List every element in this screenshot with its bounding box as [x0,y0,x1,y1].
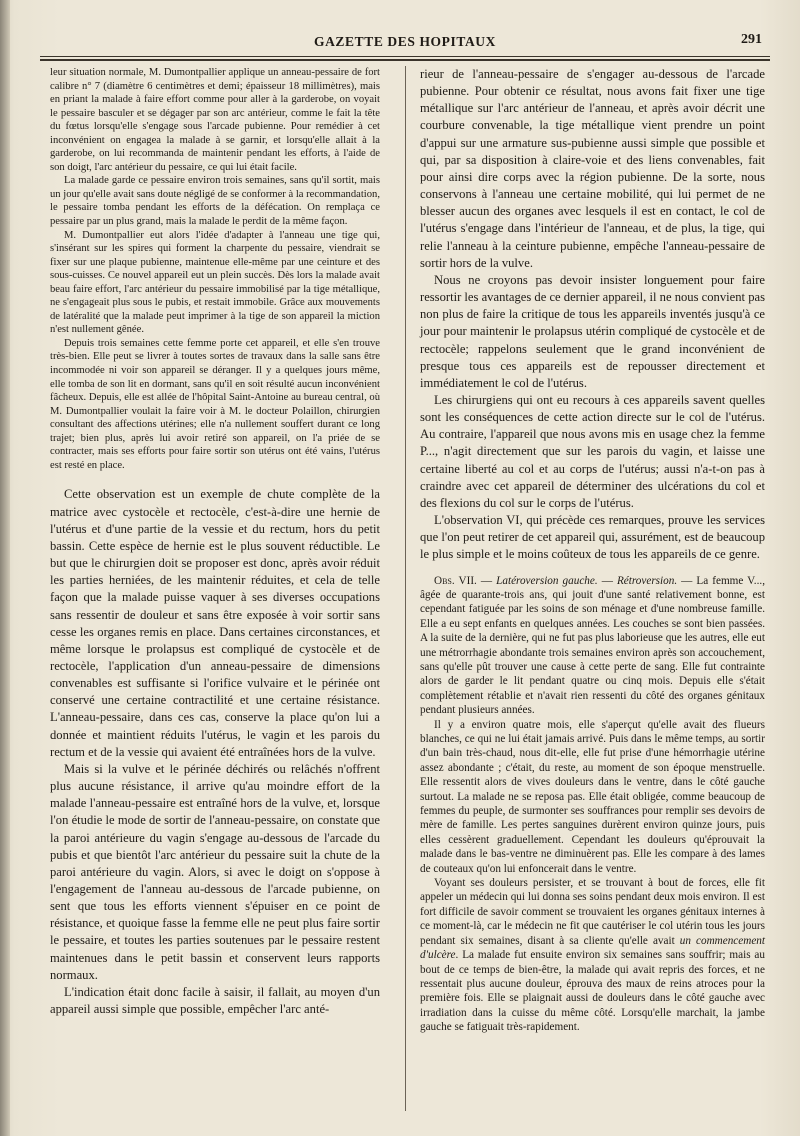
emphasized-phrase: un commencement d'ulcère [420,934,765,962]
observation-title: Latéroversion gauche. [496,574,598,587]
dash: — [597,574,617,587]
observation-label: Obs. VII. [434,574,477,587]
paragraph: Les chirurgiens qui ont eu recours à ces appareils savent quelles sont les conséquences de cette action directe sur le col de l'utérus. Au contraire, l'appareil que nous avons mis en usage chez la femme P..., n'agit directement que sur les parois du vagin, et laisse une certaine liberté au col et au corps de l'utérus; aussi n'a-t-on pas à craindre avec cet appareil de déterminer des ulcérations du col et des flexions du col sur le corps de l'utérus. [420,392,765,510]
paragraph: rieur de l'anneau-pessaire de s'engager au-dessous de l'arcade pubienne. Pour obtenir ce résultat, nous avons fait fixer une tige métallique sur l'arc antérieur de l'anneau, et après avoir décrit une courbure convenable, la tige métallique vient prendre un point d'appui sur une armature sus-pubienne aussi simple que possible et qui, par sa disposition à claire-voie et des liens convenables, fait pour ainsi dire corps avec la région pubienne. De la sorte, nous conservons à l'anneau une certaine mobilité, qui lui permet de ne blesser aucun des organes avec lesquels il est en contact, le col de l'utérus s'engage dans l'intérieur de l'anneau, et de plus, la tige, qui relie l'anneau à la ceinture pubienne, empêche l'anneau-pessaire de sortir hors de la vulve. [420,67,765,270]
paragraph: Depuis trois semaines cette femme porte cet appareil, et elle s'en trouve très-bien. Elle peut se livrer à toutes sortes de travaux dans la salle sans être incommodée ni voir son appareil se déranger. Il y a quelques jours même, elle tomba de son lit en dormant, sans qu'il en soit résulté aucun inconvénient fâcheux. Depuis, elle est allée de l'hôpital Saint-Antoine au bureau central, où M. Dumontpallier voulait la faire voir à M. le docteur Polaillon, chirurgien consultant des affections utérines; elle n'a nullement souffert durant ce long trajet; bien plus, après lui avoir retiré son appareil, on l'a priée de se contracter, mais ses efforts pour faire sortir son utérus ont été vains, l'utérus est resté en place. [50,337,380,471]
paragraph: L'observation VI, qui précède ces remarques, prouve les services que l'on peut retirer de cet appareil qui, assurément, est de beaucoup le plus simple et le moins coûteux de tous les appareils de ce genre. [420,513,765,562]
header-rule-thin [40,56,770,57]
paragraph: Nous ne croyons pas devoir insister longuement pour faire ressortir les avantages de ce dernier appareil, il ne nous convient pas non plus de faire la critique de tous les appareils inventés jusqu'à ce jour pour maintenir le prolapsus utérin compliqué de cystocèle et de rectocèle; rappelons seulement que le grand inconvénient de presque tous ces appareils est de repousser directement et immédiatement le col de l'utérus. [420,272,765,390]
observation-paragraph [420,574,765,718]
paragraph-text: Voyant ses douleurs persister, et se trouvant à bout de forces, elle fit appeler un médecin qui lui donna ses soins pendant deux mois environ. Il est fort difficile de savoir comment se trouvaient les organes génitaux internes à ce moment-là, car le médecin ne fit que cautériser le col utérin tous les jours pendant six semaines, disant à sa cliente qu'elle avait [420,877,765,947]
page-number: 291 [741,32,762,47]
paragraph: M. Dumontpallier eut alors l'idée d'adapter à l'anneau une tige qui, s'insérant sur les spires qui forment la charpente du pessaire, viendrait se fixer sur une plaque pubienne, maintenue elle-même par une ceinture et des sous-cuisses. Ce nouvel appareil eut un plein succès. Dès lors la malade avait beau faire effort, l'arc antérieur du pessaire immobilisé par la tige métallique, ne s'engageait plus sous le pubis, et restait immobile. Grâce aux mouvements de latéralité que la malade peut imprimer à la tige de son appareil la miction n'est nullement gênée. [50,229,380,336]
paragraph: Il y a environ quatre mois, elle s'aperçut qu'elle avait des flueurs blanches, ce qui ne lui était jamais arrivé. Puis dans le même temps, au sortir d'un bain très-chaud, nous dit-elle, elle fut prise d'une hémorrhagie utérine assez abondante ; c'était, du reste, au moment de son époque menstruelle. Elle ressentit alors de vives douleurs dans le ventre, dans le côté gauche surtout. La malade ne se reposa pas. Elle était obligée, comme beaucoup de femmes du peuple, de surmonter ses souffrances pour remplir ses devoirs de mère de famille. Les pertes sanguines durèrent environ quinze jours, puis elles cessèrent graduellement. Cependant les douleurs qu'éprouvait la malade dans le bas-ventre ne diminuèrent pas. Elle les compare à des lames de couteaux qu'on lui enfoncerait dans le ventre. [420,718,765,875]
section-gap [50,472,380,486]
page-header [40,30,770,54]
paragraph: L'indication était donc facile à saisir, il fallait, au moyen d'un appareil aussi simple que possible, empêcher l'arc anté- [50,984,380,1017]
paragraph: Cette observation est un exemple de chute complète de la matrice avec cystocèle et rectocèle, c'est-à-dire une hernie de l'utérus et d'une partie de la vessie et du rectum, hors du petit bassin. Cette espèce de hernie est le plus souvent réductible. Le but que le chirurgien doit se proposer est donc, après avoir réduit les parties herniées, de les maintenir réduites, et cela de telle façon que la malade puisse vaquer à ses diverses occupations sans ressentir de douleur et sans être exposée à voir sortir sans cesse les organes remis en place. Dans certaines circonstances, et même lorsque le prolapsus est compliqué de cystocèle et de rectocèle, l'application d'un anneau-pessaire de dimensions convenables est suffisante si l'orifice vulvaire et le périnée ont conservé une certaine contractilité et une certaine résistance. L'anneau-pessaire, dans ces cas, conserve la place qu'on lui a donnée et maintient réduits l'utérus, le vagin et les parois du rectum et de la vessie qui avaient été entraînées hors de la vulve. [50,487,380,759]
observation-subtitle: Rétroversion. [616,574,678,587]
paragraph [420,876,765,1034]
header-rule-thick [40,59,770,61]
right-column [420,66,765,1035]
paragraph: La malade garde ce pessaire environ trois semaines, sans qu'il sortit, mais un jour qu'elle avait sans doute négligé de se conformer à la recommandation, le pessaire tomba pendant les efforts de la défécation. On remplaça ce pessaire par un plus grand, mais la malade le perdit de la même façon. [50,175,380,228]
running-title: GAZETTE DES HOPITAUX [313,34,497,49]
observation-text: — La femme V..., âgée de quarante-trois ans, qui jouit d'une santé relativement bonne, est cependant fatiguée par les soins de son ménage et d'une nombreuse famille. Elle a eu sept enfants en quelques années. Les couches se sont bien passées. A la suite de la dernière, qui ne fut pas plus laborieuse que les autres, elle eut une métrorrhagie abondante trois semaines environ après son accouchement, sans qu'elle pût trouver une cause à cette perte de sang. Elle fut contrainte alors de garder le lit pendant quatre ou cinq mois. Depuis elle s'était complètement rétablie et n'avait rien ressenti du côté des organes génitaux pendant plusieurs années. [420,574,765,717]
dash: — [476,574,497,587]
column-divider [405,66,406,1111]
paragraph: leur situation normale, M. Dumontpallier applique un anneau-pessaire de fort calibre n° 7 (diamètre 6 centimètres et demi; épaisseur 18 millimètres), mais en priant la malade à faire effort comme pour aller à la garderobe, on voyait le pessaire basculer et se dégager par son arc antérieur, comme le fait la tête du fœtus lorsqu'elle s'engage sous l'arcade pubienne. Pour remédier à cet inconvénient on engagea la malade à se garnir, et lorsqu'elle allait à la garderobe, on lui recommanda de maintenir pendant les efforts, à l'aide de son doigt, l'arc antérieur du pessaire, ce qui lui était facile. [50,67,380,173]
paragraph-text: . La malade fut ensuite environ six semaines sans souffrir; mais au bout de ce temps de bien-être, la malade qui avait repris des forces, et ne ressentait plus aucune douleur, éprouva des maux de reins atroces pour la première fois. Elle se plaignait aussi de douleurs dans le côté gauche avec irradiation dans la cuisse du même côté. Lorsqu'elle marchait, la jambe gauche se fatiguait très-rapidement. [420,949,765,1034]
paragraph: Mais si la vulve et le périnée déchirés ou relâchés n'offrent plus aucune résistance, il arrive qu'au moindre effort de la malade l'anneau-pessaire est entraîné hors de la vulve, et, lorsque l'on étudie le mode de sortir de l'anneau-pessaire, on constate que la paroi antérieure du vagin s'engage au-dessous de l'arcade du pubis et que bientôt l'arc antérieur du pessaire suit la chute de la paroi antérieure du vagin. Alors, si avec le doigt on s'oppose à l'engagement de l'anneau au-dessous de l'arcade pubienne, on sent que tous les efforts viennent s'épuiser en ce point de résistance, et quoique fasse la femme elle ne peut plus faire sortir le pessaire, et toutes les parties soutenues par le pessaire restent maintenues dans le petit bassin et conservent leurs rapports normaux. [50,761,380,982]
left-column [50,66,380,1018]
section-gap [420,564,765,574]
page-binding-edge [0,0,10,1136]
